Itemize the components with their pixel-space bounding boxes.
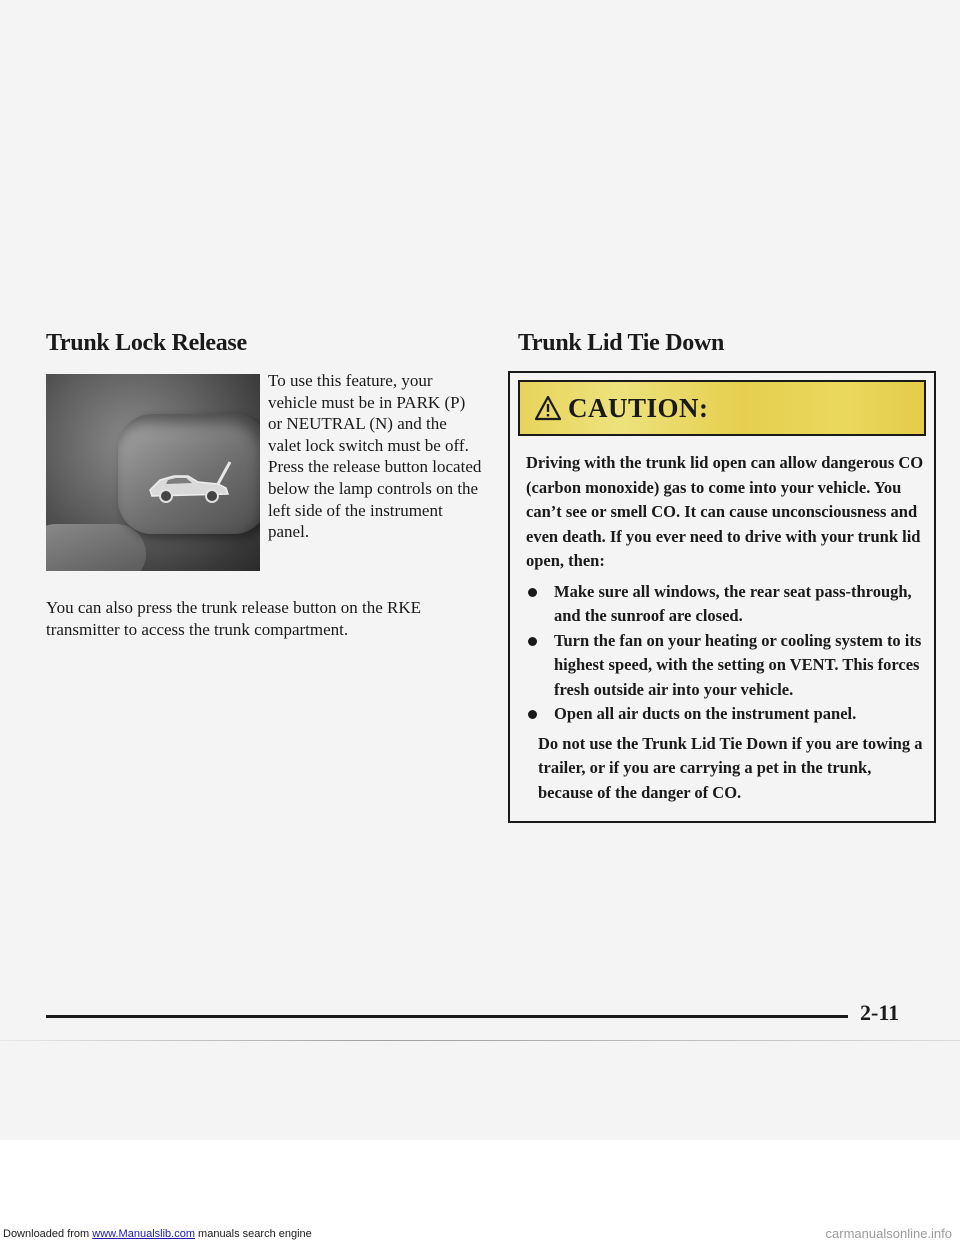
manualslib-link[interactable]: www.Manualslib.com <box>92 1228 195 1240</box>
trunk-release-instructions: To use this feature, your vehicle must be in PARK (P) or NEUTRAL (N) and the valet lock switch must be off. Press the release button located below the lamp controls on the left side of the instrument panel. <box>268 371 482 542</box>
bullet-text: Turn the fan on your heating or cooling system to its highest speed, with the setting on VENT. This forces fresh outside air into your vehicle. <box>554 630 922 699</box>
caution-label: CAUTION: <box>568 393 709 423</box>
bullet-icon <box>528 637 537 646</box>
page-margin <box>0 1140 960 1242</box>
download-footer <box>3 1228 312 1240</box>
panel-trim <box>46 524 146 571</box>
rke-transmitter-note: You can also press the trunk release button on the RKE transmitter to access the trunk compartment. <box>46 598 422 639</box>
caution-intro: Driving with the trunk lid open can allow dangerous CO (carbon monoxide) gas to come into your vehicle. You can’t see or smell CO. It can cause unconsciousness and even death. If you ever need to drive with your trunk lid open, then: <box>526 453 924 570</box>
watermark: carmanualsonline.info <box>825 1226 952 1241</box>
section-heading-trunk-lid-tie-down: Trunk Lid Tie Down <box>518 330 725 356</box>
caution-bullet-list <box>526 580 926 727</box>
caution-header <box>518 380 926 436</box>
bullet-icon <box>528 710 537 719</box>
section-heading-trunk-lock-release: Trunk Lock Release <box>46 330 247 356</box>
trunk-release-button-photo <box>46 374 260 571</box>
bullet-text: Make sure all windows, the rear seat pass-through, and the sunroof are closed. <box>554 581 912 625</box>
caution-box <box>508 371 936 823</box>
footer-prefix: Downloaded from <box>3 1228 93 1240</box>
caution-body <box>526 451 926 805</box>
list-item <box>526 702 926 727</box>
scan-artifact-line <box>0 1040 960 1041</box>
bullet-text: Open all air ducts on the instrument panel. <box>554 704 857 723</box>
footer-rule <box>46 1015 848 1018</box>
list-item <box>526 580 926 629</box>
warning-triangle-icon <box>534 395 562 421</box>
caution-closing: Do not use the Trunk Lid Tie Down if you are towing a trailer, or if you are carrying a pet in the trunk, because of the danger of CO. <box>538 733 923 802</box>
trunk-open-car-icon <box>144 456 236 508</box>
bullet-icon <box>528 588 537 597</box>
footer-suffix: manuals search engine <box>194 1228 312 1240</box>
page-number: 2-11 <box>860 1000 900 1025</box>
list-item <box>526 629 926 703</box>
